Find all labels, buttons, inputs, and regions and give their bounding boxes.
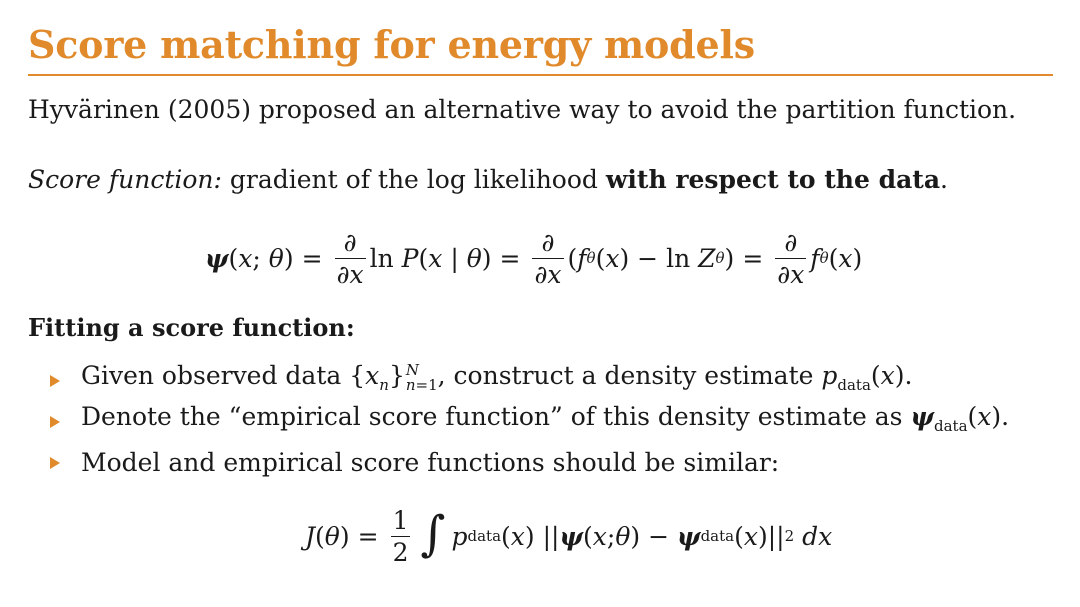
score-function-equation: ψ(x; θ) = $\frac{\partial}{\partial x}$ ln P ( x | θ ) = $\frac{\partial}{\partial x}$ ( f θ ( x ) − ln Z θ ) = $\frac{\partial}{\partial x}$ f θ ( x ) bbox=[205, 227, 863, 289]
fitting-heading: Fitting a score function: bbox=[28, 313, 355, 342]
slide-title: Score matching for energy models bbox=[28, 22, 755, 67]
objective-equation: J ( θ ) = $\frac{1}{2}$ ∫ p data ( x ) || ψ ( x ; θ ) − ψ data ( x ) || 2 dx bbox=[305, 505, 833, 567]
list-item bbox=[50, 360, 1009, 401]
score-function-text: gradient of the log likelihood bbox=[221, 165, 606, 194]
intro-text: Hyvärinen (2005) proposed an alternative way to avoid the partition function. bbox=[28, 95, 1017, 124]
bullet-text: Model and empirical score functions should be similar: bbox=[81, 447, 780, 477]
score-function-definition bbox=[28, 165, 948, 194]
bullet-text: Denote the “empirical score function” of this density estimate as bbox=[81, 402, 911, 431]
data-set-formula: $\{x_n\}$ N n=1 bbox=[349, 360, 438, 394]
list-item bbox=[50, 442, 1009, 483]
triangle-bullet-icon bbox=[50, 375, 60, 387]
bullet-text: Given observed data bbox=[81, 361, 350, 390]
score-function-term: Score function: bbox=[28, 165, 222, 194]
triangle-bullet-icon bbox=[50, 416, 60, 428]
bullet-list bbox=[50, 360, 1009, 483]
score-function-end: . bbox=[940, 165, 948, 194]
triangle-bullet-icon bbox=[50, 457, 60, 469]
title-rule bbox=[28, 74, 1053, 76]
empirical-score-formula: $\psi_{data}(x)$. bbox=[910, 402, 1010, 435]
score-function-emphasis: with respect to the data bbox=[605, 165, 941, 194]
list-item bbox=[50, 401, 1009, 442]
density-formula: $p_{data}(x)$. bbox=[821, 361, 913, 394]
bullet-text: , construct a density estimate bbox=[437, 361, 822, 390]
